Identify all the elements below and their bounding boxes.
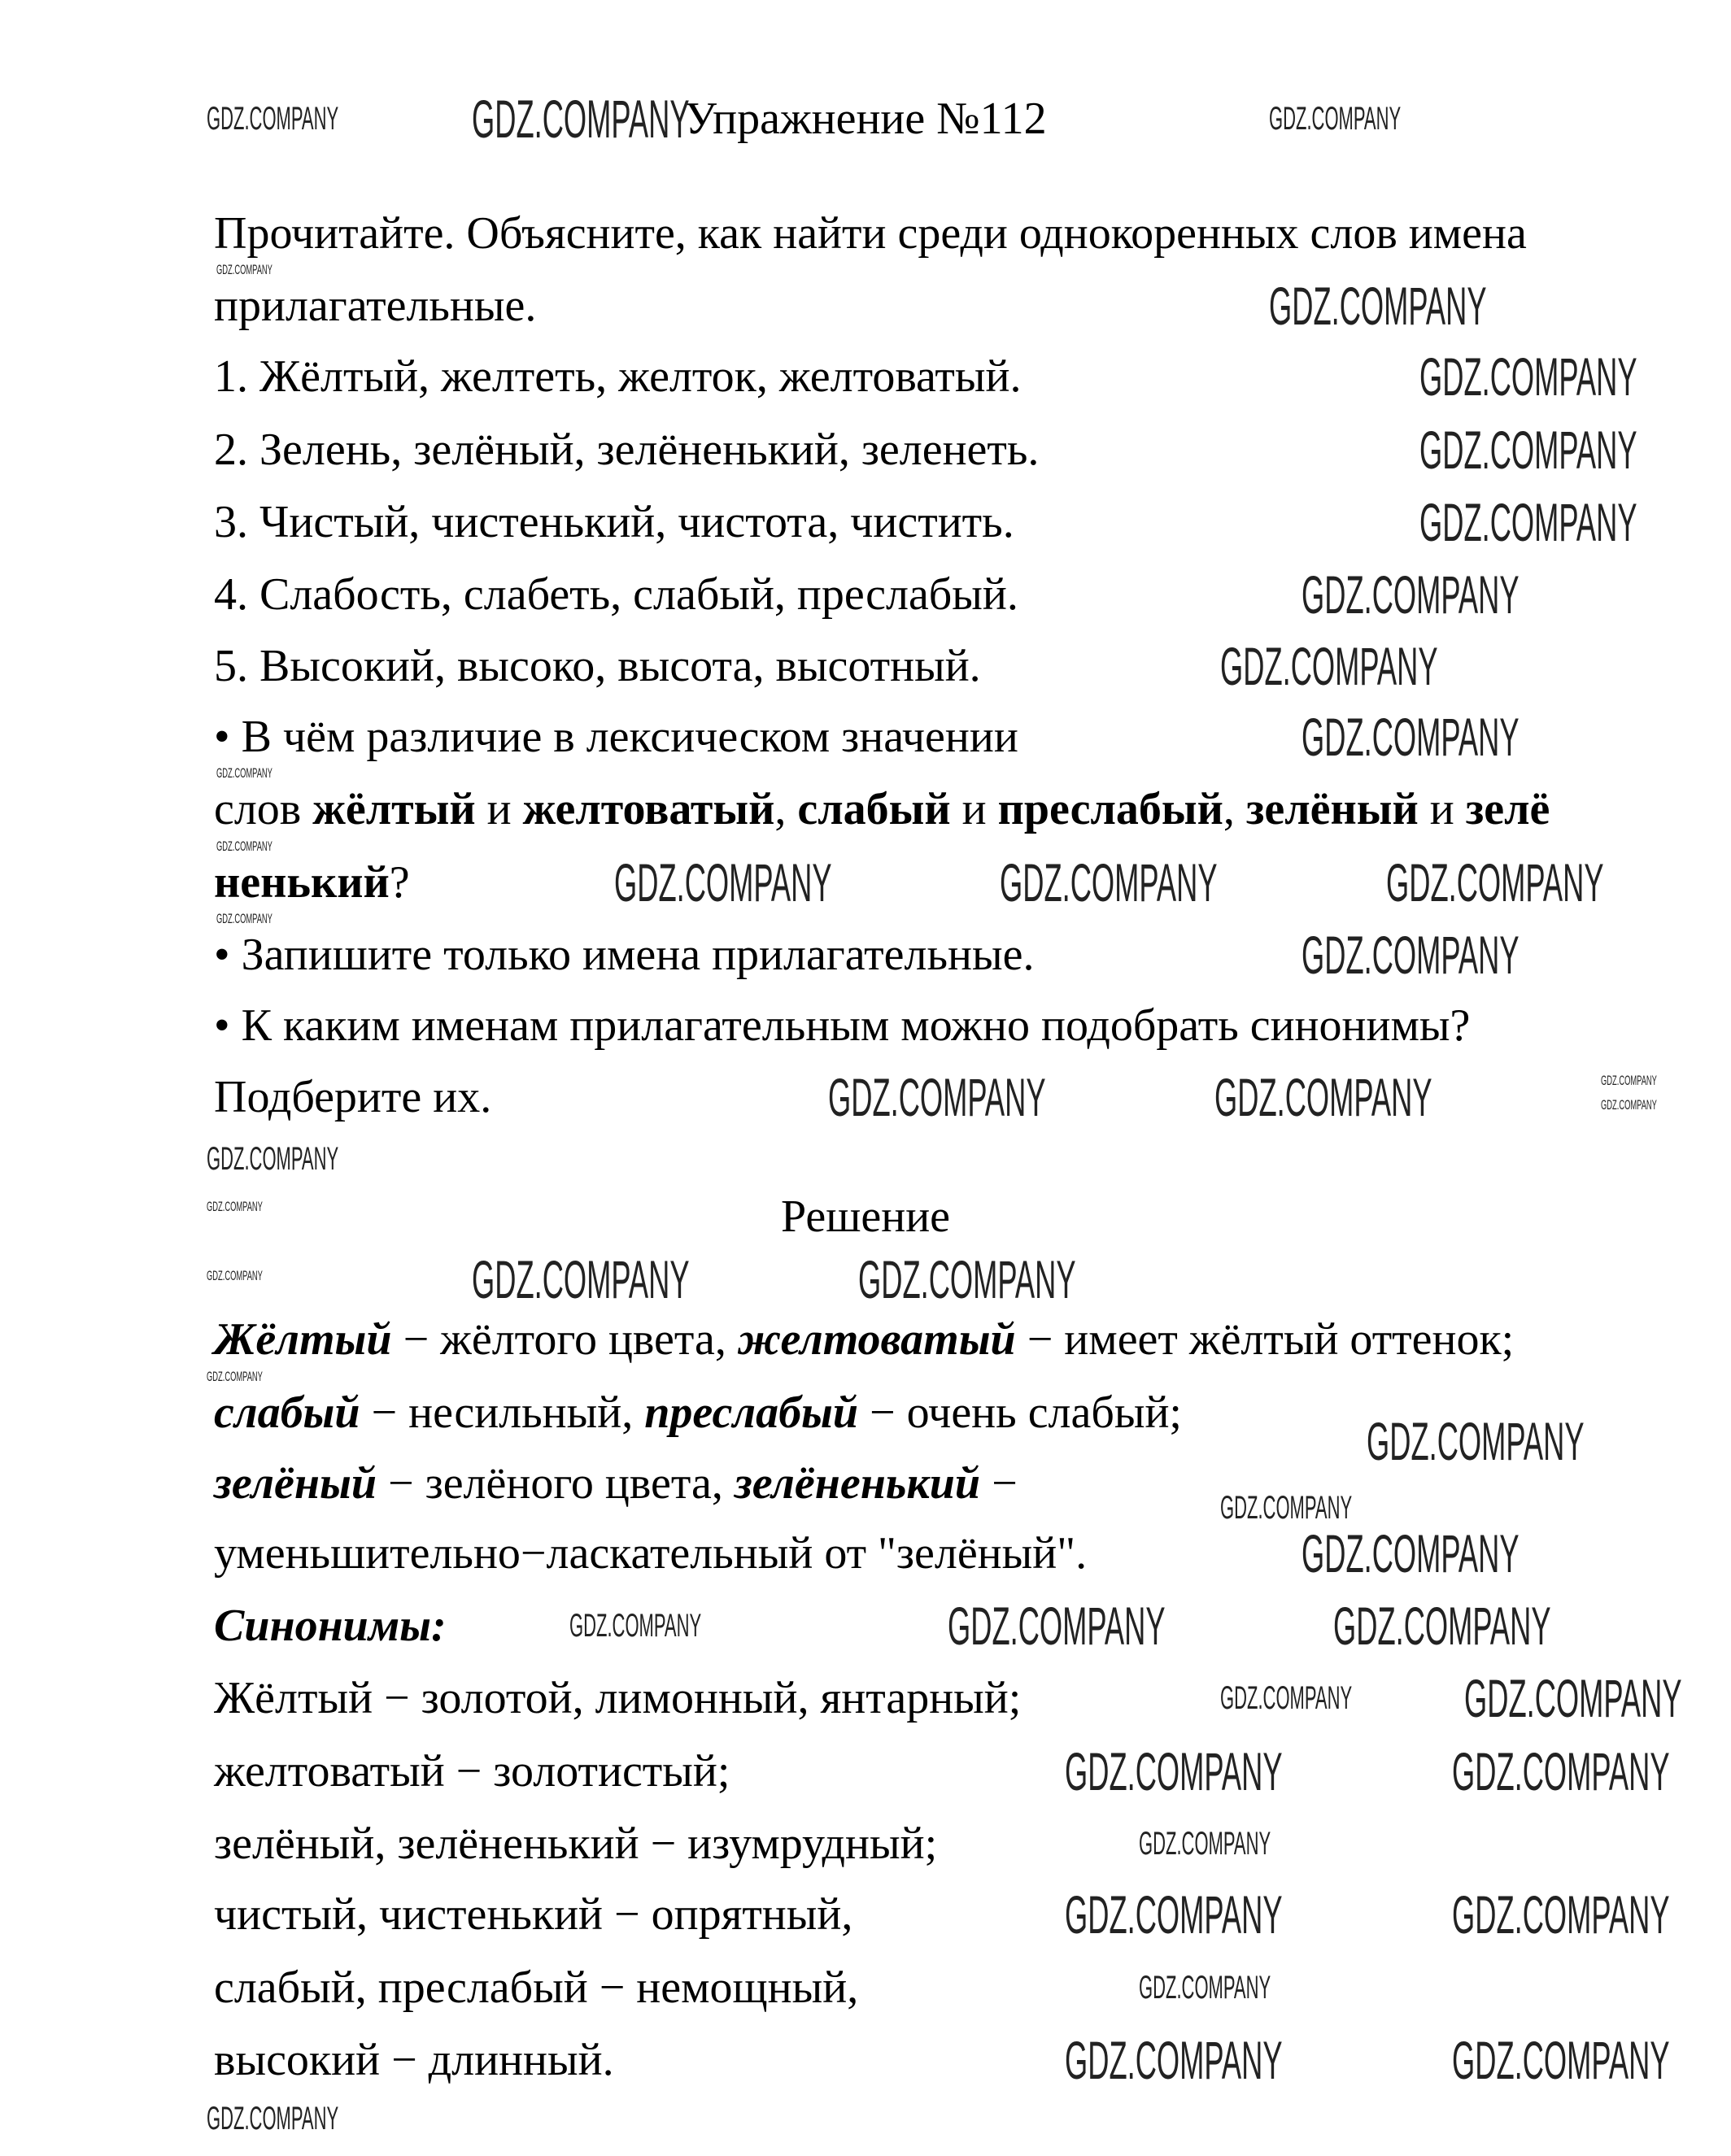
task-line: 1. Жёлтый, желтеть, желток, желтоватый.	[214, 351, 1022, 402]
bold-word: слабый	[797, 784, 951, 834]
synonym-line: Жёлтый − золотой, лимонный, янтарный;	[214, 1673, 1022, 1723]
watermark: GDZ.COMPANY	[569, 1608, 702, 1644]
synonym-line: чистый, чистенький − опрятный,	[214, 1889, 853, 1940]
synonym-line: слабый, преслабый − немощный,	[214, 1962, 859, 2013]
watermark: GDZ.COMPANY	[1601, 1097, 1657, 1113]
task-line: • В чём различие в лексическом значении	[214, 712, 1018, 762]
text: −	[980, 1458, 1018, 1509]
synonym-line: зелёный, зелёненький − изумрудный;	[214, 1818, 938, 1869]
task-line: прилагательные.	[214, 281, 537, 331]
watermark: GDZ.COMPANY	[216, 911, 273, 926]
watermark: GDZ.COMPANY	[207, 1268, 263, 1283]
watermark: GDZ.COMPANY	[1220, 636, 1438, 696]
bold-italic-word: желтоватый	[737, 1314, 1016, 1365]
task-line: Прочитайте. Объясните, как найти среди однокоренных слов имена	[214, 208, 1527, 259]
text: слов	[214, 784, 313, 834]
task-line: 4. Слабость, слабеть, слабый, преслабый.	[214, 569, 1018, 620]
bold-italic-word: преслабый	[644, 1387, 859, 1438]
watermark: GDZ.COMPANY	[1065, 1741, 1283, 1801]
watermark: GDZ.COMPANY	[1367, 1411, 1585, 1471]
bold-italic-word: зелёненький	[734, 1458, 981, 1509]
text: ,	[1223, 784, 1246, 834]
bold-word: жёлтый	[312, 784, 476, 834]
bold-italic-word: Жёлтый	[214, 1314, 392, 1365]
watermark: GDZ.COMPANY	[614, 852, 832, 912]
watermark: GDZ.COMPANY	[1214, 1067, 1432, 1127]
watermark: GDZ.COMPANY	[1601, 1073, 1657, 1088]
task-question-line	[214, 854, 410, 911]
watermark: GDZ.COMPANY	[1419, 346, 1637, 407]
watermark: GDZ.COMPANY	[1302, 707, 1520, 767]
watermark: GDZ.COMPANY	[1452, 1741, 1670, 1801]
watermark: GDZ.COMPANY	[207, 1369, 263, 1384]
watermark: GDZ.COMPANY	[1419, 420, 1637, 480]
watermark: GDZ.COMPANY	[828, 1067, 1046, 1127]
synonym-line: желтоватый − золотистый;	[214, 1746, 730, 1797]
watermark: GDZ.COMPANY	[1220, 1680, 1353, 1716]
text: − несильный,	[360, 1387, 645, 1438]
text: − зелёного цвета,	[377, 1458, 735, 1509]
text: и	[1418, 784, 1466, 834]
text: и	[475, 784, 523, 834]
watermark: GDZ.COMPANY	[1065, 1884, 1283, 1945]
watermark: GDZ.COMPANY	[1452, 1884, 1670, 1945]
task-question-line	[214, 781, 1550, 838]
watermark: GDZ.COMPANY	[1302, 564, 1520, 625]
text: − имеет жёлтый оттенок;	[1015, 1314, 1515, 1365]
synonym-line: высокий − длинный.	[214, 2035, 614, 2085]
text: − жёлтого цвета,	[391, 1314, 738, 1365]
task-line: 2. Зелень, зелёный, зелёненький, зеленеть.	[214, 425, 1040, 475]
bold-italic-word: слабый	[214, 1387, 360, 1438]
watermark: GDZ.COMPANY	[207, 1141, 339, 1177]
bold-word: желтоватый	[522, 784, 775, 834]
watermark: GDZ.COMPANY	[1386, 852, 1604, 912]
text: ?	[389, 857, 410, 908]
watermark: GDZ.COMPANY	[948, 1596, 1166, 1656]
watermark: GDZ.COMPANY	[1220, 1490, 1353, 1526]
watermark: GDZ.COMPANY	[216, 838, 273, 854]
watermark: GDZ.COMPANY	[1419, 492, 1637, 552]
watermark: GDZ.COMPANY	[1464, 1668, 1682, 1728]
solution-heading: Решение	[780, 1191, 951, 1242]
synonyms-heading: Синонимы:	[214, 1601, 447, 1651]
bold-word: зелё	[1465, 784, 1550, 834]
task-line: 3. Чистый, чистенький, чистота, чистить.	[214, 497, 1014, 547]
task-line: • Запишите только имена прилагательные.	[214, 930, 1035, 980]
task-line: • К каким именам прилагательным можно подобрать синонимы?	[214, 1000, 1471, 1051]
bold-word: ненький	[214, 857, 390, 908]
bold-word: преслабый	[997, 784, 1223, 834]
text: ,	[774, 784, 798, 834]
watermark: GDZ.COMPANY	[858, 1249, 1076, 1309]
watermark: GDZ.COMPANY	[207, 1199, 263, 1214]
watermark: GDZ.COMPANY	[1269, 101, 1402, 137]
watermark: GDZ.COMPANY	[1302, 1523, 1520, 1583]
watermark: GDZ.COMPANY	[207, 101, 339, 137]
watermark: GDZ.COMPANY	[1065, 2030, 1283, 2090]
page-title: Упражнение №112	[684, 94, 1047, 144]
text: − очень слабый;	[858, 1387, 1182, 1438]
bold-word: зелёный	[1245, 784, 1419, 834]
watermark: GDZ.COMPANY	[216, 765, 273, 781]
solution-line	[214, 1455, 1018, 1512]
watermark: GDZ.COMPANY	[216, 262, 273, 277]
watermark: GDZ.COMPANY	[1333, 1596, 1551, 1656]
watermark: GDZ.COMPANY	[1139, 1970, 1271, 2006]
watermark: GDZ.COMPANY	[472, 89, 690, 149]
solution-line: уменьшительно−ласкательный от "зелёный".	[214, 1528, 1088, 1579]
bold-italic-word: зелёный	[214, 1458, 377, 1509]
watermark: GDZ.COMPANY	[207, 2101, 339, 2136]
text: и	[950, 784, 998, 834]
task-line: Подберите их.	[214, 1072, 492, 1122]
watermark: GDZ.COMPANY	[472, 1249, 690, 1309]
watermark: GDZ.COMPANY	[1139, 1826, 1271, 1862]
solution-line	[214, 1311, 1514, 1368]
solution-line	[214, 1384, 1182, 1441]
watermark: GDZ.COMPANY	[1452, 2030, 1670, 2090]
watermark: GDZ.COMPANY	[1269, 276, 1487, 336]
watermark: GDZ.COMPANY	[1302, 925, 1520, 985]
watermark: GDZ.COMPANY	[1000, 852, 1218, 912]
task-line: 5. Высокий, высоко, высота, высотный.	[214, 641, 981, 691]
